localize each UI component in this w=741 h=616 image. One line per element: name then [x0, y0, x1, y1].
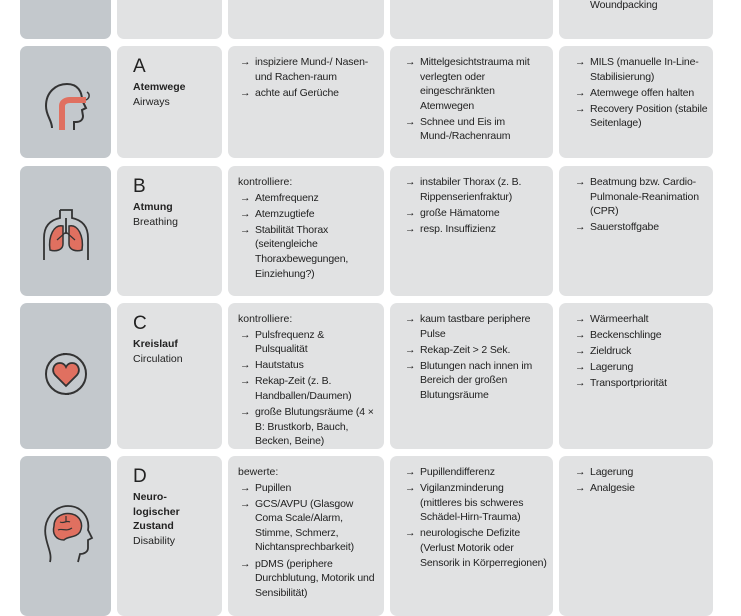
- list-item: → resp. Insuffizienz: [405, 222, 496, 235]
- arrow-icon: →: [240, 497, 251, 510]
- arrow-icon: →: [240, 207, 251, 220]
- list-item: → Beatmung bzw. Cardio-Pulmonale-Reanimation (CPR): [575, 176, 699, 218]
- list-item: → kaum tastbare periphere Pulse: [405, 313, 531, 340]
- arrow-icon: →: [240, 223, 251, 236]
- list-item: → achte auf Gerüche: [240, 86, 339, 99]
- list-item: → Zieldruck: [575, 345, 632, 358]
- list-item: → MILS (manuelle In-Line-Stabilisierung): [575, 56, 699, 83]
- label-cell-C: [117, 303, 222, 449]
- actions-cell-B: [559, 166, 713, 296]
- check-intro: kontrolliere:: [238, 176, 293, 188]
- list-item: → Recovery Position (stabile Seitenlage): [575, 102, 708, 130]
- arrow-icon: →: [575, 102, 586, 115]
- icon-cell-top: [20, 0, 111, 39]
- arrow-icon: →: [240, 56, 251, 68]
- arrow-icon: →: [240, 359, 251, 372]
- arrow-icon: →: [405, 176, 416, 188]
- label-cell-B: [117, 166, 222, 296]
- category-title: Neuro-logischer Zustand: [133, 491, 180, 532]
- list-item: → Atemzugtiefe: [240, 207, 315, 220]
- list-item: → Vigilanzminderung (mittleres bis schweres Schädel-Hirn-Trauma): [405, 482, 524, 524]
- check-intro: kontrolliere:: [238, 313, 293, 325]
- category-subtitle: Airways: [133, 95, 170, 108]
- actions-cell-top: [559, 0, 713, 39]
- check-intro: bewerte:: [238, 466, 279, 478]
- list-item: → Atemwege offen halten: [575, 86, 695, 99]
- list-item: → Pupillendifferenz: [405, 466, 495, 478]
- arrow-icon: →: [405, 527, 416, 540]
- arrow-icon: →: [405, 115, 416, 128]
- arrow-icon: →: [240, 406, 251, 419]
- list-item: → große Blutungsräume (4 × B: Brustkorb, Bauch, Becken, Beine): [240, 406, 374, 448]
- abcde-letter: D: [133, 466, 147, 487]
- icon-cell-D: [20, 456, 111, 616]
- findings-cell-A: [390, 46, 553, 158]
- arrow-icon: →: [240, 191, 251, 204]
- arrow-icon: →: [405, 313, 416, 325]
- list-item: → Lagerung: [575, 466, 634, 478]
- list-item: → instabiler Thorax (z. B. Rippenserienfraktur): [405, 176, 522, 203]
- label-cell-top: [117, 0, 222, 39]
- list-item: Woundpacking: [590, 0, 658, 11]
- arrow-icon: →: [405, 222, 416, 235]
- body-icon: [36, 0, 96, 10]
- check-cell-top: [228, 0, 384, 39]
- list-item: → Atemfrequenz: [240, 191, 319, 204]
- check-cell-B: [228, 166, 384, 296]
- list-item: → Pulsfrequenz & Pulsqualität: [240, 328, 325, 356]
- arrow-icon: →: [575, 377, 586, 390]
- list-item: → neurologische Defizite (Verlust Motorik oder Sensorik in Körperregionen): [405, 527, 547, 569]
- arrow-icon: →: [575, 345, 586, 358]
- list-item: → Hautstatus: [240, 359, 304, 372]
- icon-cell-C: [20, 303, 111, 449]
- arrow-icon: →: [405, 359, 416, 372]
- arrow-icon: →: [240, 557, 251, 570]
- icon-cell-B: [20, 166, 111, 296]
- findings-cell-top: [390, 0, 553, 39]
- list-item: → große Hämatome: [405, 206, 500, 219]
- list-item: → Analgesie: [575, 482, 635, 495]
- arrow-icon: →: [575, 86, 586, 99]
- check-cell-D: [228, 456, 384, 616]
- list-item: → Wärmeerhalt: [575, 313, 649, 325]
- arrow-icon: →: [240, 375, 251, 388]
- list-item: → GCS/AVPU (Glasgow Coma Scale/Alarm, Stimme, Schmerz, Nichtansprechbarkeit): [240, 497, 354, 554]
- list-item: → Transportpriorität: [575, 377, 667, 390]
- check-cell-A: [228, 46, 384, 158]
- category-title: Atmung: [133, 201, 173, 213]
- list-item: → Schnee und Eis im Mund-/Rachenraum: [405, 115, 511, 143]
- actions-cell-A: [559, 46, 713, 158]
- findings-cell-B: [390, 166, 553, 296]
- category-title: Kreislauf: [133, 338, 178, 350]
- list-item: → Rekap-Zeit (z. B. Handballen/Daumen): [240, 375, 352, 402]
- arrow-icon: →: [240, 328, 251, 341]
- list-item: → inspiziere Mund-/ Nasen- und Rachen-raum: [240, 56, 369, 83]
- icon-cell-A: [20, 46, 111, 158]
- findings-cell-C: [390, 303, 553, 449]
- category-subtitle: Circulation: [133, 352, 183, 365]
- arrow-icon: →: [405, 56, 416, 68]
- list-item: → Lagerung: [575, 361, 634, 374]
- findings-cell-D: [390, 456, 553, 616]
- category-title: Atemwege: [133, 81, 186, 93]
- list-item: → Pupillen: [240, 481, 292, 494]
- arrow-icon: →: [405, 482, 416, 495]
- actions-cell-C: [559, 303, 713, 449]
- list-item: → Sauerstoffgabe: [575, 221, 659, 234]
- abcde-letter: B: [133, 176, 146, 197]
- arrow-icon: →: [405, 343, 416, 356]
- arrow-icon: →: [240, 481, 251, 494]
- list-item: → Mittelgesichtstrauma mit verlegten oder eingeschränkten Atemwegen: [405, 56, 530, 112]
- arrow-icon: →: [575, 466, 586, 478]
- label-cell-A: [117, 46, 222, 158]
- category-subtitle: Disability: [133, 534, 176, 547]
- arrow-icon: →: [575, 56, 586, 68]
- arrow-icon: →: [240, 86, 251, 99]
- category-subtitle: Breathing: [133, 215, 178, 228]
- label-cell-D: [117, 456, 222, 616]
- list-item: → Blutungen nach innen im Bereich der großen Blutungsräume: [405, 359, 533, 401]
- list-item: → Beckenschlinge: [575, 329, 662, 342]
- arrow-icon: →: [405, 466, 416, 478]
- check-cell-C: [228, 303, 384, 449]
- abcde-letter: A: [133, 56, 146, 77]
- list-item: → Rekap-Zeit > 2 Sek.: [405, 343, 511, 356]
- arrow-icon: →: [405, 206, 416, 219]
- arrow-icon: →: [575, 482, 586, 495]
- abcde-letter: C: [133, 313, 147, 334]
- arrow-icon: →: [575, 313, 586, 325]
- actions-cell-D: [559, 456, 713, 616]
- list-item: → pDMS (periphere Durchblutung, Motorik und Sensibilität): [240, 557, 375, 599]
- arrow-icon: →: [575, 329, 586, 342]
- arrow-icon: →: [575, 361, 586, 374]
- arrow-icon: →: [575, 221, 586, 234]
- arrow-icon: →: [575, 176, 586, 188]
- list-item: → Stabilität Thorax (seitengleiche Thoraxbewegungen, Einziehung?): [240, 223, 349, 280]
